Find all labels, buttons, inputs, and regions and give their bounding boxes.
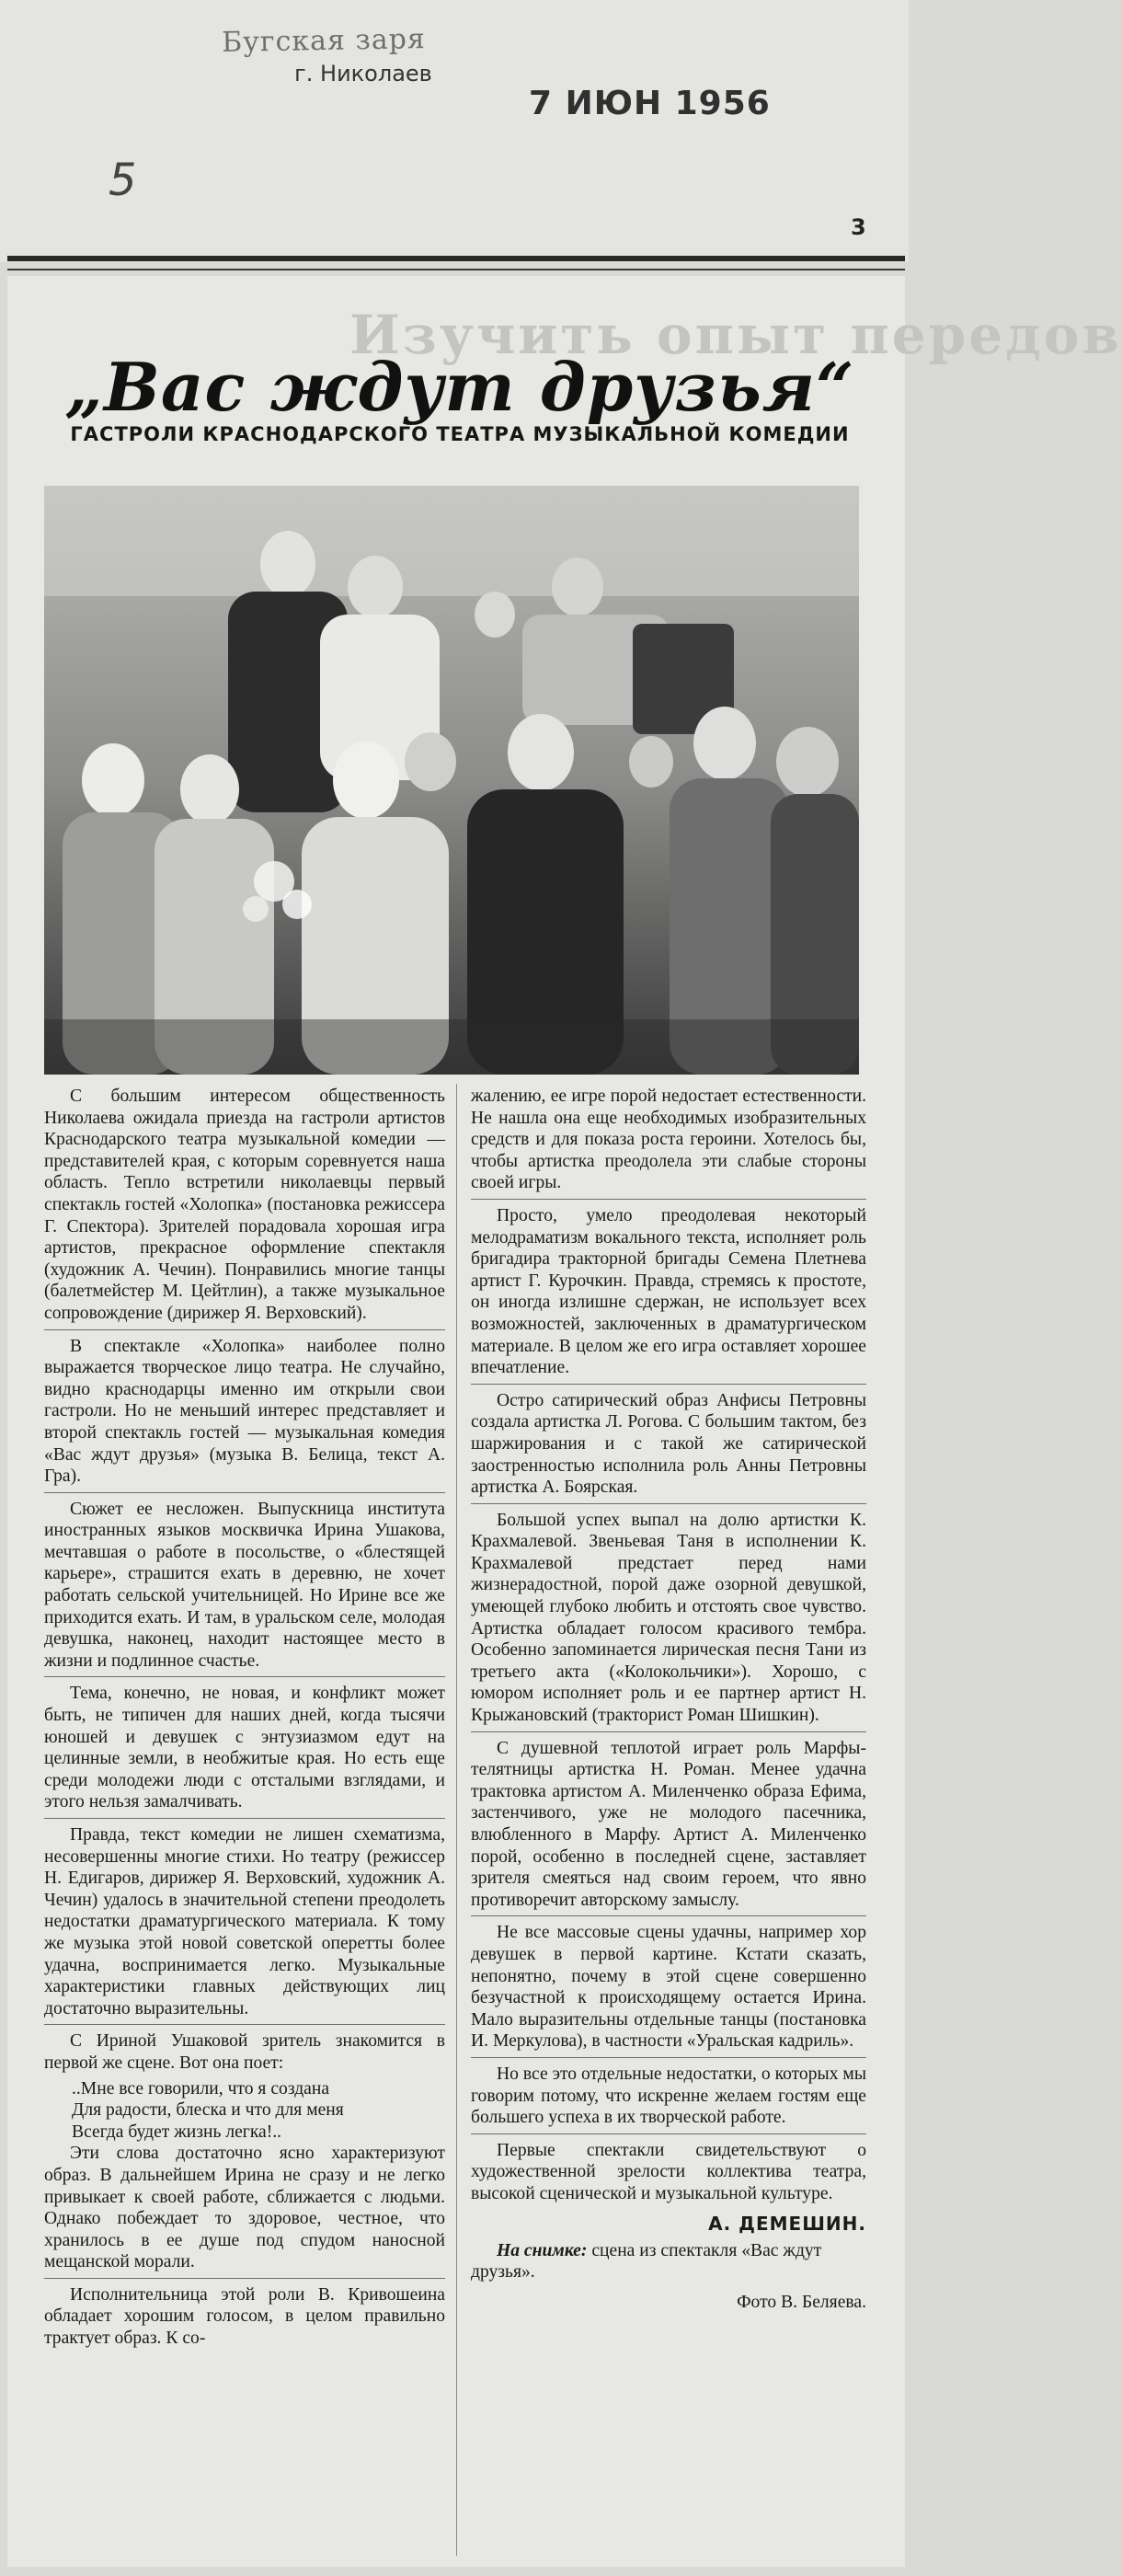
divider: [44, 1676, 445, 1677]
paragraph: Сюжет ее несложен. Выпускница института иностранных языков москвичка Ирина Ушакова, мечтавшая о работе в посольстве, о «блестящей карьере», страшится ехать в деревню, не хочет работать сельской учительницей. Но Ирине все же приходится ехать. И там, в уральском селе, молодая девушка, наконец, находит настоящее место в жизни и подлинное счастье.: [44, 1499, 445, 1671]
pencil-mark: 5: [109, 155, 137, 206]
paragraph: С душевной теплотой играет роль Марфы-телятницы артистка Н. Роман. Менее удачна трактовка артистом А. Миленченко образа Ефима, застенчивого, уже не молодого пасечника, влюбленного в Марфу. Артист А. Миленченко порой, особенно в последней сцене, заставляет зрителя смеяться над своим героем, что явно противоречит авторскому замыслу.: [471, 1738, 866, 1910]
article-photo: [44, 486, 859, 1075]
top-rule: [7, 256, 905, 261]
photo-credit: Фото В. Беляева.: [737, 2292, 866, 2312]
paragraph: Первые спектакли свидетельствуют о художественной зрелости коллектива театра, высокой сценической и музыкальной культуре.: [471, 2140, 866, 2203]
column-divider: [456, 1084, 457, 2556]
paragraph: Тема, конечно, не новая, и конфликт может быть, не типичен для наших дней, когда тысячи юношей и девушек с энтузиазмом едут на целинные земли, в необжитые края. Но есть еще среди молодежи люди с отсталыми взглядами, и этого нельзя замалчивать.: [44, 1684, 445, 1812]
divider: [44, 2024, 445, 2025]
divider: [44, 1492, 445, 1493]
caption-label: На снимке:: [497, 2240, 588, 2260]
divider: [471, 1915, 866, 1916]
paragraph: Большой успех выпал на долю артистки К. Крахмалевой. Звеньевая Таня в исполнении К. Крахмалевой предстает перед нами жизнерадостной, порой даже озорной девушкой, умеющей глубоко любить и отстоять свое чувство. Артистка обладает голосом красивого тембра. Особенно запоминается лирическая песня Тани из третьего акта («Колокольчики»). Хорошо, с юмором исполняет роль и ее партнер артист Н. Крыжановский (тракторист Роман Шишкин).: [471, 1510, 866, 1726]
right-column: [471, 1086, 866, 2313]
divider: [44, 2278, 445, 2279]
article-subtitle: ГАСТРОЛИ КРАСНОДАРСКОГО ТЕАТРА МУЗЫКАЛЬНОЙ КОМЕДИИ: [70, 423, 850, 445]
divider: [471, 1199, 866, 1200]
paragraph: С большим интересом общественность Николаева ожидала приезда на гастроли артистов Краснодарского театра музыкальной комедии — представителей края, с которым соревнуется наша область. Тепло встретили николаевцы первый спектакль гостей «Холопка» (постановка режиссера Г. Спектора). Зрителей порадовала хорошая игра артистов, прекрасное оформление спектакля (художник А. Чечин). Понравились многие танцы (балетмейстер М. Цейтлин), а также музыкальное сопровождение (дирижер Я. Верховский).: [44, 1087, 445, 1323]
song-quote-line: Для радости, блеска и что для меня: [72, 2100, 344, 2121]
divider: [471, 2057, 866, 2058]
figure-head: [260, 531, 315, 597]
paragraph: Остро сатирический образ Анфисы Петровны создала артистка Л. Рогова. С большим тактом, без шаржирования и с такой же сатирической заостренностью исполнила роль Анны Петровны артистка А. Боярская.: [471, 1390, 866, 1498]
clipping-header: [0, 0, 909, 262]
paragraph: Но все это отдельные недостатки, о которых мы говорим потому, что искренне желаем гостям еще большего успеха в их творческой работе.: [471, 2064, 866, 2128]
top-rule-thin: [7, 269, 905, 270]
bleed-through-heading: Изучить опыт передов: [349, 304, 1122, 366]
paragraph: Просто, умело преодолевая некоторый мелодраматизм вокального текста, исполняет роль бригадира тракторной бригады Семена Плетнева артист Г. Курочкин. Правда, стремясь к простоте, он иногда излишне сдержан, не использует всех возможностей, заключенных в драматургическом материале. В целом же его игра оставляет хорошее впечатление.: [471, 1205, 866, 1378]
paragraph: Исполнительница этой роли В. Кривошеина обладает хорошим голосом, в целом правильно трактует образ. К со-: [44, 2284, 445, 2349]
article-title: „Вас ждут друзья“: [64, 348, 855, 426]
city-stamp: г. Николаев: [294, 61, 432, 86]
divider: [44, 1818, 445, 1819]
photo-scene: [44, 486, 859, 1075]
paragraph: В спектакле «Холопка» наиболее полно выражается творческое лицо театра. Не случайно, видно краснодарцы именно им открыли свои гастроли. Но не меньший интерес представляет и второй спектакль гостей — музыкальная комедия «Вас ждут друзья» (музыка В. Белица, текст А. Гра).: [44, 1336, 445, 1487]
divider: [44, 1329, 445, 1330]
page-number: 3: [851, 214, 866, 240]
divider: [471, 2133, 866, 2134]
left-column: [44, 1086, 445, 2353]
divider: [471, 1503, 866, 1504]
song-quote-line: Всегда будет жизнь легка!..: [72, 2122, 282, 2142]
newspaper-name-stamp: Бугская заря: [221, 23, 427, 59]
caption-text: сцена из спектакля «Вас ждут друзья».: [471, 2240, 822, 2283]
article-author: А. ДЕМЕШИН.: [708, 2212, 866, 2235]
paragraph: С Ириной Ушаковой зритель знакомится в первой же сцене. Вот она поет:: [44, 2031, 445, 2073]
paragraph: Правда, текст комедии не лишен схематизма, несовершенны многие стихи. Но театру (режиссер Н. Едигаров, дирижер Я. Верховский, художник А. Чечин) удалось в значительной степени преодолеть недостатки драматургического материала. К тому же музыка этой новой советской оперетты более удачна, воспринимается легко. Музыкальные характеристики главных действующих лиц достаточно выразительны.: [44, 1825, 445, 2018]
date-stamp: 7 ИЮН 1956: [529, 85, 771, 122]
paragraph: жалению, ее игре порой недостает естественности. Не нашла она еще необходимых изобразительных средств и для показа роста героини. Хотелось бы, чтобы артистка преодолела эти слабые стороны своей игры.: [471, 1087, 866, 1193]
divider: [471, 1384, 866, 1385]
song-quote-line: ..Мне все говорили, что я создана: [72, 2078, 330, 2099]
paragraph: Не все массовые сцены удачны, например хор девушек в первой картине. Кстати сказать, непонятно, почему в этой сцене совершенно безучастной к происходящему остается Ирина. Мало выразительны отдельные танцы (постановка И. Меркулова), в частности «Уральская кадриль».: [471, 1923, 866, 2052]
divider: [471, 1731, 866, 1732]
photo-caption: [471, 2240, 866, 2283]
paragraph: Эти слова достаточно ясно характеризуют образ. В дальнейшем Ирина не сразу и не легко привыкает к своей работе, сближается с людьми. Однако побеждает то здоровое, честное, что хранилось в ее душе под спудом наносной мещанской морали.: [44, 2144, 445, 2272]
